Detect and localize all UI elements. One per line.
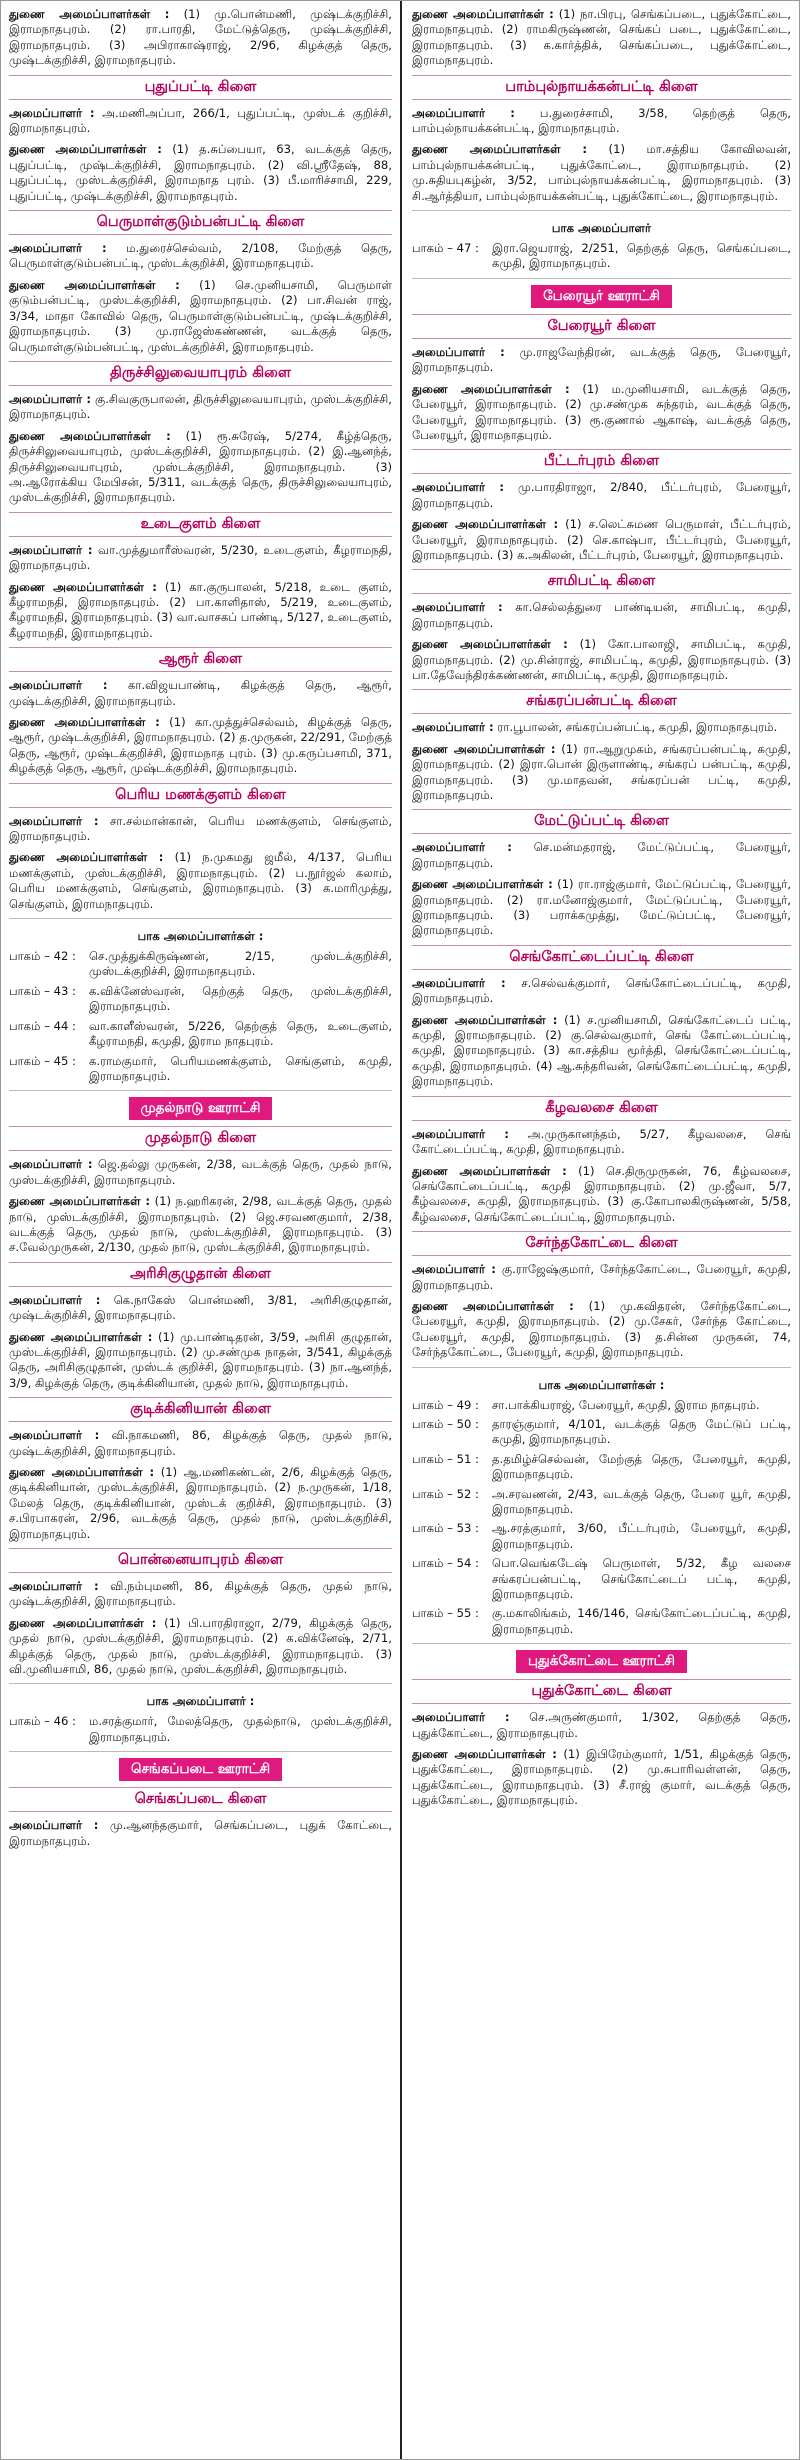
member-paragraph [9, 392, 392, 423]
ward-number: பாகம் – 50 : [412, 1416, 479, 1431]
member-text: கெ.நாகேஸ் பொன்மணி, 3/81, அரிசிகுழுதான், முஷ்டக்குறிச்சி, இராமநாதபுரம். [9, 1292, 392, 1323]
member-paragraph [412, 106, 791, 137]
member-paragraph [412, 1262, 791, 1293]
ward-row [412, 1556, 791, 1602]
role-label: அமைப்பாளர் : [412, 975, 506, 990]
member-paragraph [9, 1818, 392, 1849]
branch-heading: புதுப்பட்டி கிளை [9, 75, 392, 100]
member-text: அ.மணிஅப்பா, 266/1, புதுப்பட்டி, முஸ்டக் குறிச்சி, இராமநாதபுரம். [9, 105, 392, 136]
ward-row [412, 1398, 791, 1413]
member-text: (1) மா.சத்திய கோவிலவன், பாம்புல்நாயக்கன்பட்டி, புதுக்கோட்டை, இராமநாதபுரம். (2) மு.சுதியபுகழ்ன், 3/52, பாம்புல்நாயக்கன்பட்டி, இராமநாதபுரம். (3) சி.ஆர்த்தியா, பாம்புல்நாயக்கன்பட்டி, புதுக்கோட்டை, இராமநாதபுரம். [412, 142, 792, 203]
branch-heading: பீட்டர்புரம் கிளை [412, 449, 791, 474]
branch-heading: திருச்சிலுவையாபுரம் கிளை [9, 361, 392, 386]
panchayat-heading: புதுக்கோட்டை ஊராட்சி [516, 1650, 687, 1673]
member-paragraph [412, 345, 791, 376]
member-paragraph [9, 7, 392, 69]
member-text: (1) ரூ.சுரேஷ், 5/274, கீழ்த்தெரு, திருச்சிலுவையாபுரம், முஸ்டக்குறிச்சி, இராமநாதபுரம். (2) இ.ஆனந்த், திருச்சிலுவையாபுரம், முஸ்டக்குறிச்சி, இராமநாதபுரம். (3) அ.ஆரோக்கிய மேபிசன், 5/311, வடக்குத் தெரு, திருச்சிலுவையாபுரம், முஸ்டக்குறிச்சி, இராமநாதபுரம். [9, 428, 392, 505]
ward-row [412, 1521, 791, 1552]
member-paragraph [9, 1616, 392, 1678]
member-text: (1) ரா.ஆறுமுகம், சங்கரப்பன்பட்டி, கமுதி, இராமநாதபுரம். (2) இரா.பொன் இருளாண்டி, சங்கரப் பன்பட்டி, கமுதி, இராமநாதபுரம். (3) மு.மாதவன், சங்கரப்பன் பட்டி, கமுதி, இராமநாதபுரம். [412, 741, 792, 802]
member-text: (1) கோ.பாலாஜி, சாமிபட்டி, கமுதி, இராமநாதபுரம். (2) மு.சின்ராஜ், சாமிபட்டி, கமுதி, இராமநாதபுரம். (3) பா.தேவேந்திரக்கண்ணன், சாமிபட்டி, கமுதி, இராமநாதபுரம். [412, 637, 792, 682]
role-label: அமைப்பாளர் : [9, 813, 99, 828]
ward-member: செ.முத்துக்கிருஷ்ணன், 2/15, முஸ்டக்குறிச்சி, முஸ்டக்குறிச்சி, இராமநாதபுரம். [89, 949, 392, 979]
branch-heading: குடிக்கினியான் கிளை [9, 1397, 392, 1422]
member-paragraph [9, 678, 392, 709]
member-text: கா.செல்லத்துரை பாண்டியன், சாமிபட்டி, கமுதி, இராமநாதபுரம். [412, 600, 792, 630]
member-text: (1) நா.பிரபு, செங்கப்படை, புதுக்கோட்டை, இராமநாதபுரம். (2) ராமகிருஷ்ணன், செங்கப் படை, புதுக்கோட்டை, இராமநாதபுரம். (3) க.கார்த்திக், செங்கப்படை, புதுக்கோட்டை, இராமநாதபுரம். [412, 7, 791, 68]
branch-heading: உடைகுளம் கிளை [9, 512, 392, 537]
ward-section [9, 1683, 392, 1752]
member-paragraph [9, 1579, 392, 1610]
member-text: (1) ந.ஹரிகரன், 2/98, வடக்குத் தெரு, முதல் நாடு, முஸ்டக்குறிச்சி, இராமநாதபுரம். (2) ஜெ.சரவணகுமார், 2/38, வடக்குத் தெரு, முதல் நாடு, முஸ்டக்குறிச்சி, இராமநாதபுரம். (3) ச.வேல்முருகன், 2/130, முதல் நாடு, முஸ்டக்குறிச்சி, இராமநாதபுரம். [9, 1194, 392, 1255]
role-label: துணை அமைப்பாளர்கள் : [9, 1194, 151, 1209]
ward-row [9, 984, 392, 1015]
member-paragraph [9, 1428, 392, 1459]
role-label: துணை அமைப்பாளர்கள் : [412, 381, 570, 396]
branch-heading: செங்கோட்டைப்பட்டி கிளை [412, 945, 791, 970]
role-label: அமைப்பாளர் : [9, 1292, 101, 1307]
branch-heading: பாம்புல்நாயக்கன்பட்டி கிளை [412, 75, 791, 100]
branch-heading: புதுக்கோட்டை கிளை [412, 1679, 791, 1704]
member-text: (1) ஆ.மணிகண்டன், 2/6, கிழக்குத் தெரு, குடிக்கினியான், முஸ்டக்குறிச்சி, இராமநாதபுரம். (2) ந.முருகன், 1/18, மேலத் தெரு, குடிக்கினியான், முஸ்டக் குறிச்சி, இராமநாதபுரம். (3) ச.பிரபாகரன், 2/96, வடக்குத் தெரு, முதல் நாடு, முஸ்டக்குறிச்சி, இராமநாதபுரம். [9, 1465, 392, 1541]
role-label: அமைப்பாளர் : [9, 542, 93, 557]
role-label: அமைப்பாளர் : [9, 105, 95, 120]
member-text: ச.செல்வக்குமார், செங்கோட்டைப்பட்டி, கமுதி, இராமநாதபுரம். [412, 975, 791, 1006]
ward-number: பாகம் – 55 : [412, 1606, 479, 1621]
role-label: அமைப்பாளர் : [412, 480, 504, 495]
right-column [404, 1, 799, 2459]
member-paragraph [412, 517, 791, 563]
member-text: (1) ரா.ராஜ்குமார், மேட்டுப்பட்டி, பேரையூர், இராமநாதபுரம். (2) ரா.மனோஜ்குமார், மேட்டுப்பட்டி, பேரையூர், இராமநாதபுரம். (3) பராக்கமுத்து, மேட்டுப்பட்டி, பேரையூர், இராமநாதபுரம். [412, 877, 792, 938]
role-label: துணை அமைப்பாளர்கள் : [9, 1615, 157, 1630]
role-label: துணை அமைப்பாளர்கள் : [412, 637, 568, 652]
member-paragraph [9, 1465, 392, 1542]
ward-row [9, 1054, 392, 1085]
role-label: துணை அமைப்பாளர்கள் : [412, 877, 553, 892]
branch-heading: பெரிய மணக்குளம் கிளை [9, 783, 392, 808]
branch-heading: ஆரூர் கிளை [9, 647, 392, 672]
role-label: துணை அமைப்பாளர்கள் : [9, 277, 180, 292]
branch-heading: மேட்டுப்பட்டி கிளை [412, 809, 791, 834]
member-paragraph [9, 1157, 392, 1188]
member-paragraph [412, 1299, 791, 1361]
ward-number: பாகம் – 46 : [9, 1714, 76, 1729]
member-text: (1) ந.முகமது ஜமீல், 4/137, பெரிய மணக்குளம், முஸ்டக்குறிச்சி, இராமநாதபுரம். (2) ப.நூர்ஜல் கலாம், பெரிய மணக்குளம், செங்குளம், இராமநாதபுரம். (3) க.மாரிமுத்து, செங்குளம், இராமநாதபுரம். [9, 850, 392, 911]
ward-section-title: பாக அமைப்பாளர்கள் : [538, 1377, 665, 1392]
member-paragraph [412, 1164, 791, 1226]
role-label: துணை அமைப்பாளர்கள் : [9, 1329, 153, 1344]
member-paragraph [9, 715, 392, 777]
branch-heading: கீழவலசை கிளை [412, 1096, 791, 1121]
ward-row [412, 1452, 791, 1483]
member-paragraph [9, 106, 392, 137]
branch-heading: அரிசிகுழுதான் கிளை [9, 1262, 392, 1287]
member-paragraph [412, 840, 791, 871]
member-text: கா.விஜயபாண்டி, கிழக்குத் தெரு, ஆரூர், முஷ்டக்குறிச்சி, இராமநாதபுரம். [9, 678, 392, 708]
member-text: கு.சிவகுருபாலன், திருச்சிலுவையாபுரம், முஸ்டக்குறிச்சி, இராமநாதபுரம். [9, 391, 392, 422]
ward-section-title: பாக அமைப்பாளர்கள் : [137, 929, 264, 944]
member-text: ஜெ.தல்லு முருகன், 2/38, வடக்குத் தெரு, முதல் நாடு, முஸ்டக்குறிச்சி, இராமநாதபுரம். [9, 1157, 392, 1187]
panchayat-heading: பேரையூர் ஊராட்சி [531, 285, 672, 308]
member-paragraph [412, 480, 791, 511]
role-label: அமைப்பாளர் : [412, 1710, 510, 1725]
role-label: அமைப்பாளர் : [9, 1157, 93, 1172]
role-label: அமைப்பாளர் : [412, 105, 515, 120]
member-paragraph [9, 850, 392, 912]
role-label: அமைப்பாளர் : [412, 1126, 509, 1141]
role-label: துணை அமைப்பாளர்கள் : [412, 1012, 558, 1027]
ward-member: கு.மகாலிங்கம், 146/146, செங்கோட்டைப்பட்டி, கமுதி, இராமநாதபுரம். [492, 1606, 791, 1636]
role-label: அமைப்பாளர் : [412, 720, 494, 735]
member-paragraph [412, 1013, 791, 1090]
panchayat-heading: முதல்நாடு ஊராட்சி [129, 1097, 273, 1120]
member-text: (1) ச.முனியசாமி, செங்கோட்டைப் பட்டி, கமுதி, இராமநாதபுரம். (2) கு.செல்வகுமார், செங் கோட்டைப்பட்டி, கமுதி, இராமநாதபுரம். (3) கா.சத்திய மூர்த்தி, செங்கோட்டைப்பட்டி, கமுதி, இராமநாதபுரம். (4) ஆ.சுந்தரிவன், செங்கோட்டைப்பட்டி, கமுதி, இராமநாதபுரம். [412, 1012, 792, 1089]
role-label: அமைப்பாளர் : [9, 391, 91, 406]
role-label: அமைப்பாளர் : [9, 1818, 99, 1833]
member-paragraph [9, 1330, 392, 1392]
ward-member: சா.பாக்கியராஜ், பேரையூர், கமுதி, இராம நாதபுரம். [492, 1397, 760, 1412]
member-text: (1) செ.திருமுருகன், 76, கீழ்வலசை, செங்கோட்டைப்பட்டி, கமுதி இராமநாதபுரம். (2) மு.ஜீவா, 5/7, கீழ்வலசை, கமுதி, இராமநாதபுரம். (3) கு.கோபாலகிருஷ்ணன், 5/58, கீழ்வலசை, செங்கோட்டைப்பட்டி, இராமநாதபுரம். [412, 1163, 791, 1224]
role-label: அமைப்பாளர் : [412, 600, 503, 615]
ward-member: இரா.ஜெயராஜ், 2/251, தெற்குத் தெரு, செங்கப்படை, கமுதி, இராமநாதபுரம். [492, 241, 791, 271]
ward-number: பாகம் – 43 : [9, 983, 76, 998]
member-text: (1) பி.பாரதிராஜா, 2/79, கிழக்குத் தெரு, முதல் நாடு, முஸ்டக்குறிச்சி, இராமநாதபுரம். (2) க.விக்னேஷ், 2/71, கிழக்குத் தெரு, முதல் நாடு, முஸ்டக்குறிச்சி, இராமநாதபுரம். (3) வி.முனியசாமி, 86, முதல் நாடு, முஸ்டக்குறிச்சி, இராமநாதபுரம். [9, 1615, 392, 1677]
ward-number: பாகம் – 49 : [412, 1397, 479, 1412]
ward-number: பாகம் – 47 : [412, 241, 479, 256]
member-paragraph [412, 877, 791, 939]
member-text: ரா.பூபாலன், சங்கரப்பன்பட்டி, கமுதி, இராமநாதபுரம். [497, 720, 778, 735]
branch-heading: பொன்னையாபுரம் கிளை [9, 1548, 392, 1573]
member-text: (1) ம.முனியசாமி, வடக்குத் தெரு, பேரையூர், இராமநாதபுரம். (2) மு.சண்முக சுந்தரம், வடக்குத் தெரு, பேரையூர், இராமநாதபுரம். (3) ரூ.குணால் ஆகாஷ், வடக்குத் தெரு, பேரையூர், இராமநாதபுரம். [412, 381, 791, 442]
member-text: (1) மு.கவிதரன், சேர்ந்தகோட்டை, பேரையூர், கமுதி, இராமநாதபுரம். (2) மு.சேகர், சேர்ந்த கோட்டை, பேரையூர், கமுதி, இராமநாதபுரம். (3) த.சின்ன முருகன், 74, சேர்ந்தகோட்டை, பேரையூர், கமுதி, இராமநாதபுரம். [412, 1298, 792, 1360]
left-column [1, 1, 402, 2459]
ward-member: வா.காளீஸ்வரன், 5/226, தெற்குத் தெரு, உடைகுளம், கீழராமநதி, கமுதி, இராம நாதபுரம். [89, 1018, 392, 1049]
ward-number: பாகம் – 51 : [412, 1451, 479, 1466]
role-label: துணை அமைப்பாளர்கள் : [9, 715, 160, 729]
member-paragraph [9, 278, 392, 355]
member-paragraph [412, 742, 791, 804]
ward-member: க.விக்னேஸ்வரன், தெற்குத் தெரு, முஸ்டக்குறிச்சி, இராமநாதபுரம். [89, 983, 392, 1014]
ward-member: அ.சரவணன், 2/43, வடக்குத் தெரு, பேரை யூர், கமுதி, இராமநாதபுரம். [492, 1486, 791, 1516]
branch-heading: சேர்ந்தகோட்டை கிளை [412, 1231, 791, 1256]
ward-row [412, 241, 791, 272]
member-text: மு.பாரதிராஜா, 2/840, பீட்டர்புரம், பேரையூர், இராமநாதபுரம். [412, 480, 791, 510]
ward-number: பாகம் – 54 : [412, 1556, 479, 1571]
role-label: அமைப்பாளர் : [412, 344, 505, 359]
member-paragraph [412, 637, 791, 683]
ward-number: பாகம் – 52 : [412, 1486, 479, 1501]
ward-section [9, 918, 392, 1091]
ward-row [9, 1714, 392, 1745]
role-label: துணை அமைப்பாளர்கள் : [412, 142, 588, 157]
role-label: அமைப்பாளர் : [9, 241, 107, 256]
ward-member: ம.சரத்குமார், மேலத்தெரு, முதல்நாடு, முஸ்டக்குறிச்சி, இராமநாதபுரம். [89, 1714, 392, 1744]
role-label: துணை அமைப்பாளர்கள் : [412, 1298, 574, 1313]
member-paragraph [412, 1127, 791, 1158]
member-paragraph [412, 600, 791, 631]
member-text: (1) ச.லெட்சுமண பெருமாள், பீட்டர்புரம், பேரையூர், இராமநாதபுரம். (2) செ.காஷ்பா, பீட்டர்புரம், பேரையூர், இராமநாதபுரம். (3) க.அகிலன், பீட்டர்புரம், பேரையூர், இராமநாதபுரம். [412, 517, 791, 562]
member-text: சா.சல்மான்கான், பெரிய மணக்குளம், செங்குளம், இராமநாதபுரம். [9, 813, 393, 844]
member-paragraph [9, 1194, 392, 1256]
role-label: துணை அமைப்பாளர்கள் : [9, 428, 171, 443]
role-label: துணை அமைப்பாளர்கள் : [9, 850, 164, 865]
branch-heading: முதல்நாடு கிளை [9, 1126, 392, 1151]
member-paragraph [9, 1293, 392, 1324]
ward-number: பாகம் – 53 : [412, 1521, 479, 1536]
member-paragraph [9, 580, 392, 642]
ward-row [9, 1019, 392, 1050]
ward-row [412, 1417, 791, 1448]
member-text: (1) செ.முனியசாமி, பெருமாள் குடும்பன்பட்டி, முஸ்டக்குறிச்சி, இராமநாதபுரம். (2) பா.சிவன் ராஜ், 3/34, மாதா கோவில் தெரு, பெருமாள்குடும்பன்பட்டி, முஷ்டக்குறிச்சி, இராமநாதபுரம். (3) மு.ராஜேஸ்கண்ணன், வடக்குத் தெரு, பெருமாள்குடும்பன்பட்டி, முஸ்டக்குறிச்சி, இராமநாதபுரம். [9, 277, 392, 354]
ward-member: த.தமிழ்ச்செல்வன், மேற்குத் தெரு, பேரையூர், கமுதி, இராமநாதபுரம். [492, 1451, 791, 1482]
member-paragraph [412, 976, 791, 1007]
role-label: துணை அமைப்பாளர்கள் : [9, 579, 157, 594]
member-paragraph [412, 142, 791, 204]
branch-heading: பெருமாள்குடும்பன்பட்டி கிளை [9, 210, 392, 235]
ward-row [9, 949, 392, 980]
member-paragraph [412, 1747, 791, 1809]
ward-member: ஆ.சரத்குமார், 3/60, பீட்டர்புரம், பேரையூர், கமுதி, இராமநாதபுரம். [492, 1521, 791, 1551]
member-text: செ.அருண்குமார், 1/302, தெற்குத் தெரு, புதுக்கோட்டை, இராமநாதபுரம். [412, 1710, 791, 1740]
branch-heading: செங்கப்படை கிளை [9, 1787, 392, 1812]
ward-member: தாரஞ்குமார், 4/101, வடக்குத் தெரு மேட்டுப் பட்டி, கமுதி, இராமநாதபுரம். [492, 1416, 791, 1447]
member-paragraph [9, 814, 392, 845]
member-text: ம.துரைச்செல்வம், 2/108, மேற்குத் தெரு, பெருமாள்குடும்பன்பட்டி, முஸ்டக்குறிச்சி, இராமநாதபுரம். [9, 241, 392, 271]
member-text: (1) மு.பொன்மணி, முஷ்டக்குறிச்சி, இராமநாதபுரம். (2) ரா.பாரதி, மேட்டுத்தெரு, முஷ்டக்குறிச்சி, இராமநாதபுரம். (3) அபிராகாஷ்ராஜ், 2/96, கிழக்குத் தெரு, முஷ்டக்குறிச்சி, இராமநாதபுரம். [9, 7, 392, 68]
member-text: மு.ராஜவேந்திரன், வடக்குத் தெரு, பேரையூர், இராமநாதபுரம். [412, 344, 791, 375]
role-label: துணை அமைப்பாளர்கள் : [9, 7, 170, 21]
role-label: துணை அமைப்பாளர்கள் : [412, 517, 559, 532]
branch-heading: சங்கரப்பன்பட்டி கிளை [412, 689, 791, 714]
role-label: அமைப்பாளர் : [412, 1262, 496, 1277]
role-label: துணை அமைப்பாளர்கள் : [412, 7, 554, 21]
member-paragraph [9, 429, 392, 506]
member-text: ப.துரைச்சாமி, 3/58, தெற்குத் தெரு, பாம்புல்நாயக்கன்பட்டி, இராமநாதபுரம். [412, 105, 791, 136]
role-label: துணை அமைப்பாளர்கள் : [412, 1163, 567, 1178]
member-text: (1) கா.முத்துச்செல்வம், கிழக்குத் தெரு, ஆரூர், முஷ்டக்குறிச்சி, இராமநாதபுரம். (2) த.முருகன், 22/291, மேற்குத் தெரு, ஆரூர், முஷ்டக்குறிச்சி, இராமநாத புரம். (3) மு.கருப்பசாமி, 371, கிழக்குத் தெரு, ஆரூர், முஷ்டக்குறிச்சி, இராமநாதபுரம். [9, 715, 393, 776]
ward-row [412, 1487, 791, 1518]
member-text: (1) இபிரேம்குமார், 1/51, கிழக்குத் தெரு, புதுக்கோட்டை, இராமநாதபுரம். (2) மு.சுபாரிவள்ளன், தெரு, புதுக்கோட்டை, இராமநாதபுரம். (3) சீ.ராஜ் குமார், வடக்குத் தெரு, புதுக்கோட்டை, இராமநாதபுரம். [412, 1747, 792, 1808]
member-text: வா.முத்துமாரீஸ்வரன், 5/230, உடைகுளம், கீழராமநதி, இராமநாதபுரம். [9, 542, 392, 573]
member-text: (1) த.சுப்பையா, 63, வடக்குத் தெரு, புதுப்பட்டி, முஷ்டக்குறிச்சி, இராமநாதபுரம். (2) வி.ஸ்ரீதேஷ், 88, புதுப்பட்டி, முஸ்டக்குறிச்சி, இராமநாத புரம். (3) பீ.மாரிச்சாமி, 229, புதுப்பட்டி, முஷ்டக்குறிச்சி, இராமநாதபுரம். [9, 142, 393, 203]
member-text: வி.நம்புமணி, 86, கிழக்குத் தெரு, முதல் நாடு, முஷ்டக்குறிச்சி, இராமநாதபுரம். [9, 1579, 392, 1609]
ward-row [412, 1606, 791, 1637]
member-text: மு.ஆனந்தகுமார், செங்கப்படை, புதுக் கோட்டை, இராமநாதபுரம். [9, 1818, 392, 1848]
member-text: கு.ராஜேஷ்குமார், சேர்ந்தகோட்டை, பேரையூர், கமுதி, இராமநாதபுரம். [412, 1262, 791, 1292]
member-text: செ.மன்மதராஜ், மேட்டுப்பட்டி, பேரையூர், இராமநாதபுரம். [412, 840, 791, 870]
member-text: வி.நாகமணி, 86, கிழக்குத் தெரு, முதல் நாடு, முஷ்டக்குறிச்சி, இராமநாதபுரம். [9, 1428, 393, 1458]
ward-section-title: பாக அமைப்பாளர் : [146, 1694, 255, 1709]
role-label: துணை அமைப்பாளர்கள் : [9, 142, 162, 157]
role-label: அமைப்பாளர் : [9, 1579, 99, 1594]
member-text: (1) கா.குருபாலன், 5/218, உடை குளம், கீழராமநதி, இராமநாதபுரம். (2) பா.காளிதாஸ், 5/219, உடைகுளம், கீழராமநதி, இராமநாதபுரம். (3) வா.வாசகப் பாண்டி, 5/127, உடைகுளம், கீழராமநதி, இராமநாதபுரம். [9, 579, 392, 640]
role-label: துணை அமைப்பாளர்கள் : [9, 1465, 155, 1479]
member-paragraph [9, 241, 392, 272]
ward-section-title: பாக அமைப்பாளர் [551, 221, 652, 236]
ward-section [412, 1367, 791, 1645]
ward-member: க.ராமகுமார், பெரியமணக்குளம், செங்குளம், கமுதி, இராமநாதபுரம். [89, 1053, 392, 1083]
member-paragraph [412, 1710, 791, 1741]
panchayat-heading: செங்கப்படை ஊராட்சி [119, 1758, 282, 1781]
ward-section [412, 210, 791, 279]
member-paragraph [412, 7, 791, 69]
member-text: அ.முருகானந்தம், 5/27, கீழவலசை, செங் கோட்டைப்பட்டி, கமுதி, இராமநாதபுரம். [412, 1126, 791, 1157]
member-paragraph [9, 142, 392, 204]
ward-number: பாகம் – 42 : [9, 949, 76, 964]
ward-member: பொ.வெங்கடேஷ் பெருமாள், 5/32, கீழ வலசை சங்கரப்பன்பட்டி, செங்கோட்டைப் பட்டி, கமுதி, இராமநாதபுரம். [492, 1556, 791, 1602]
member-paragraph [412, 382, 791, 444]
role-label: அமைப்பாளர் : [9, 678, 108, 693]
member-paragraph [9, 543, 392, 574]
branch-heading: சாமிபட்டி கிளை [412, 569, 791, 594]
ward-number: பாகம் – 45 : [9, 1053, 76, 1068]
role-label: துணை அமைப்பாளர்கள் : [412, 741, 556, 756]
member-paragraph [412, 720, 791, 735]
branch-heading: பேரையூர் கிளை [412, 314, 791, 339]
role-label: துணை அமைப்பாளர்கள் : [412, 1747, 557, 1762]
role-label: அமைப்பாளர் : [412, 840, 512, 855]
ward-number: பாகம் – 44 : [9, 1018, 76, 1033]
role-label: அமைப்பாளர் : [9, 1428, 100, 1443]
member-text: (1) மு.பாண்டிதரன், 3/59, அரிசி குழுதான், முஸ்டக்குறிச்சி, இராமநாதபுரம். (2) மு.சண்முக நாதன், 3/541, கிழக்குத் தெரு, அரிசிகுழுதான், முஸ்டக் குறிச்சி, இராமநாதபுரம். (3) நா.ஆனந்த், 3/9, கிழக்குத் தெரு, குடிக்கினியான், முதல் நாடு, இராமநாதபுரம். [9, 1329, 393, 1390]
